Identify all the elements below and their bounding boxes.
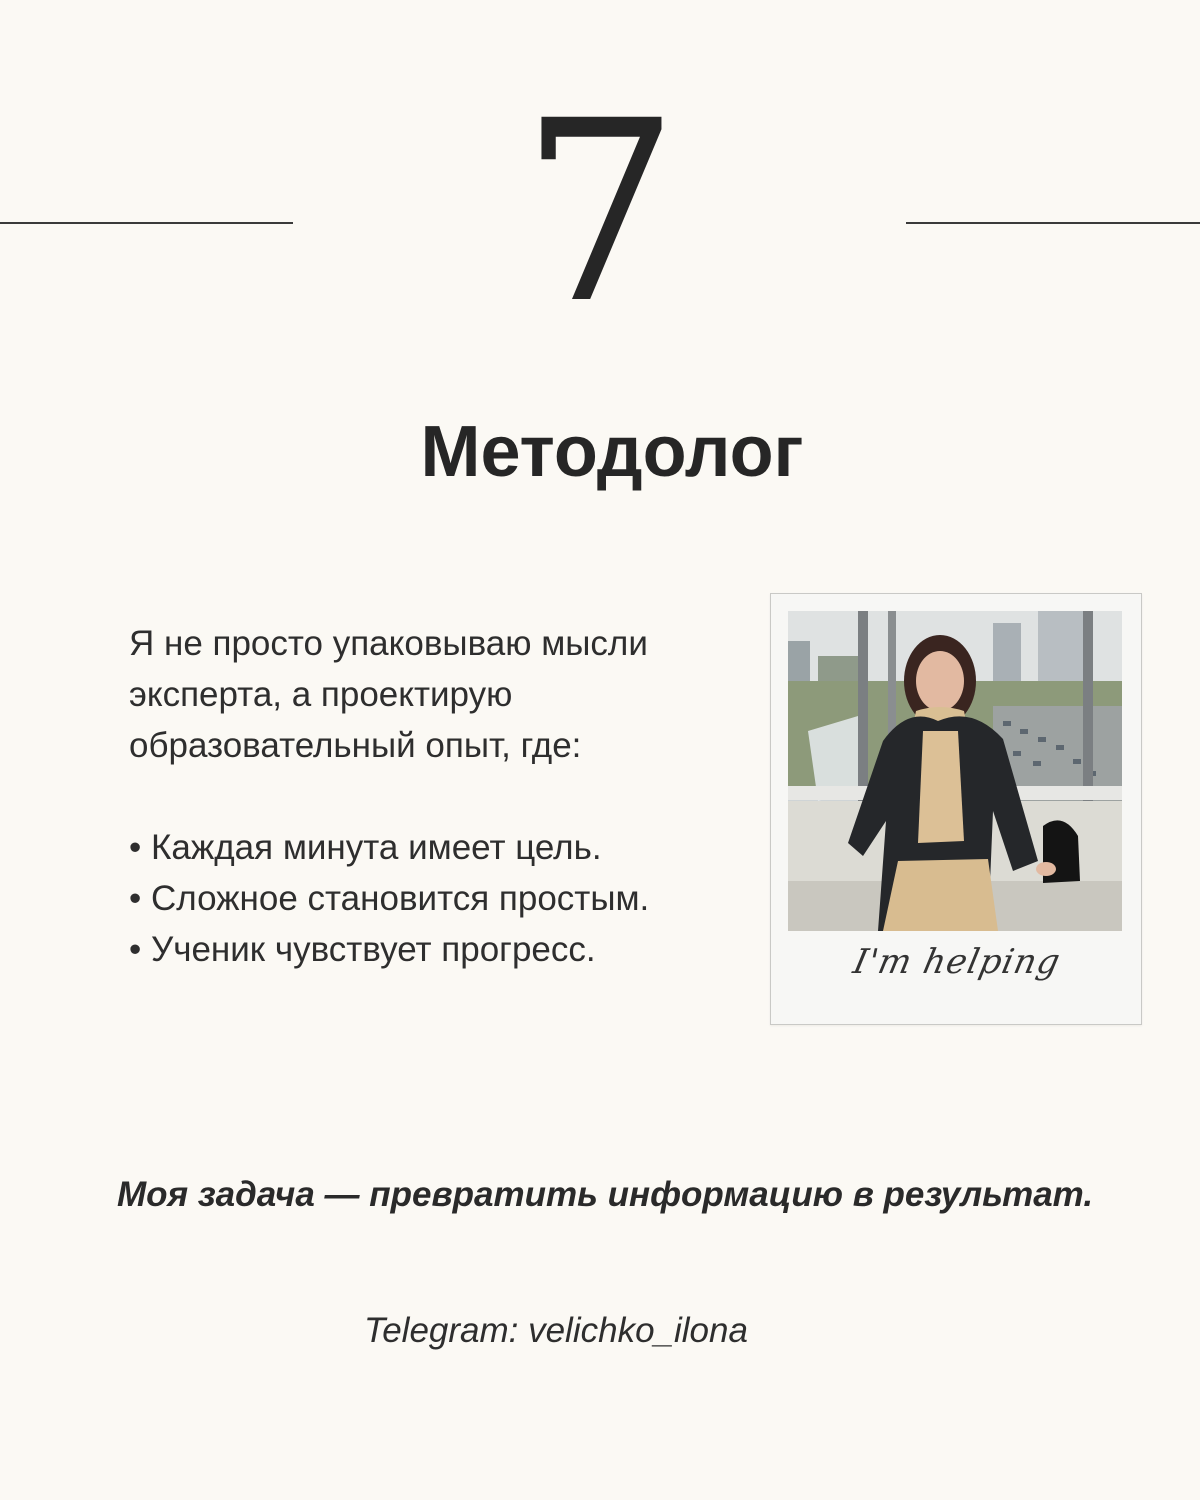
- page-title: Методолог: [420, 412, 804, 492]
- list-item: • Каждая минута имеет цель.: [129, 822, 749, 873]
- intro-paragraph: [129, 618, 729, 771]
- polaroid-caption: I'm helping: [849, 942, 1065, 982]
- list-item: • Ученик чувствует прогресс.: [129, 924, 749, 975]
- portrait-photo-illustration: [788, 611, 1122, 931]
- intro-line: эксперта, а проектирую: [129, 675, 513, 714]
- bullet-list: [129, 822, 749, 975]
- portrait-photo: [788, 611, 1122, 931]
- list-item: • Сложное становится простым.: [129, 873, 749, 924]
- slide-number: 7: [520, 67, 680, 358]
- polaroid-frame: [770, 593, 1142, 1025]
- telegram-contact: Telegram: velichko_ilona: [364, 1311, 748, 1350]
- tagline: Моя задача — превратить информацию в результат.: [116, 1175, 1094, 1214]
- intro-line: образовательный опыт, где:: [129, 726, 582, 765]
- intro-line: Я не просто упаковываю мысли: [129, 624, 648, 663]
